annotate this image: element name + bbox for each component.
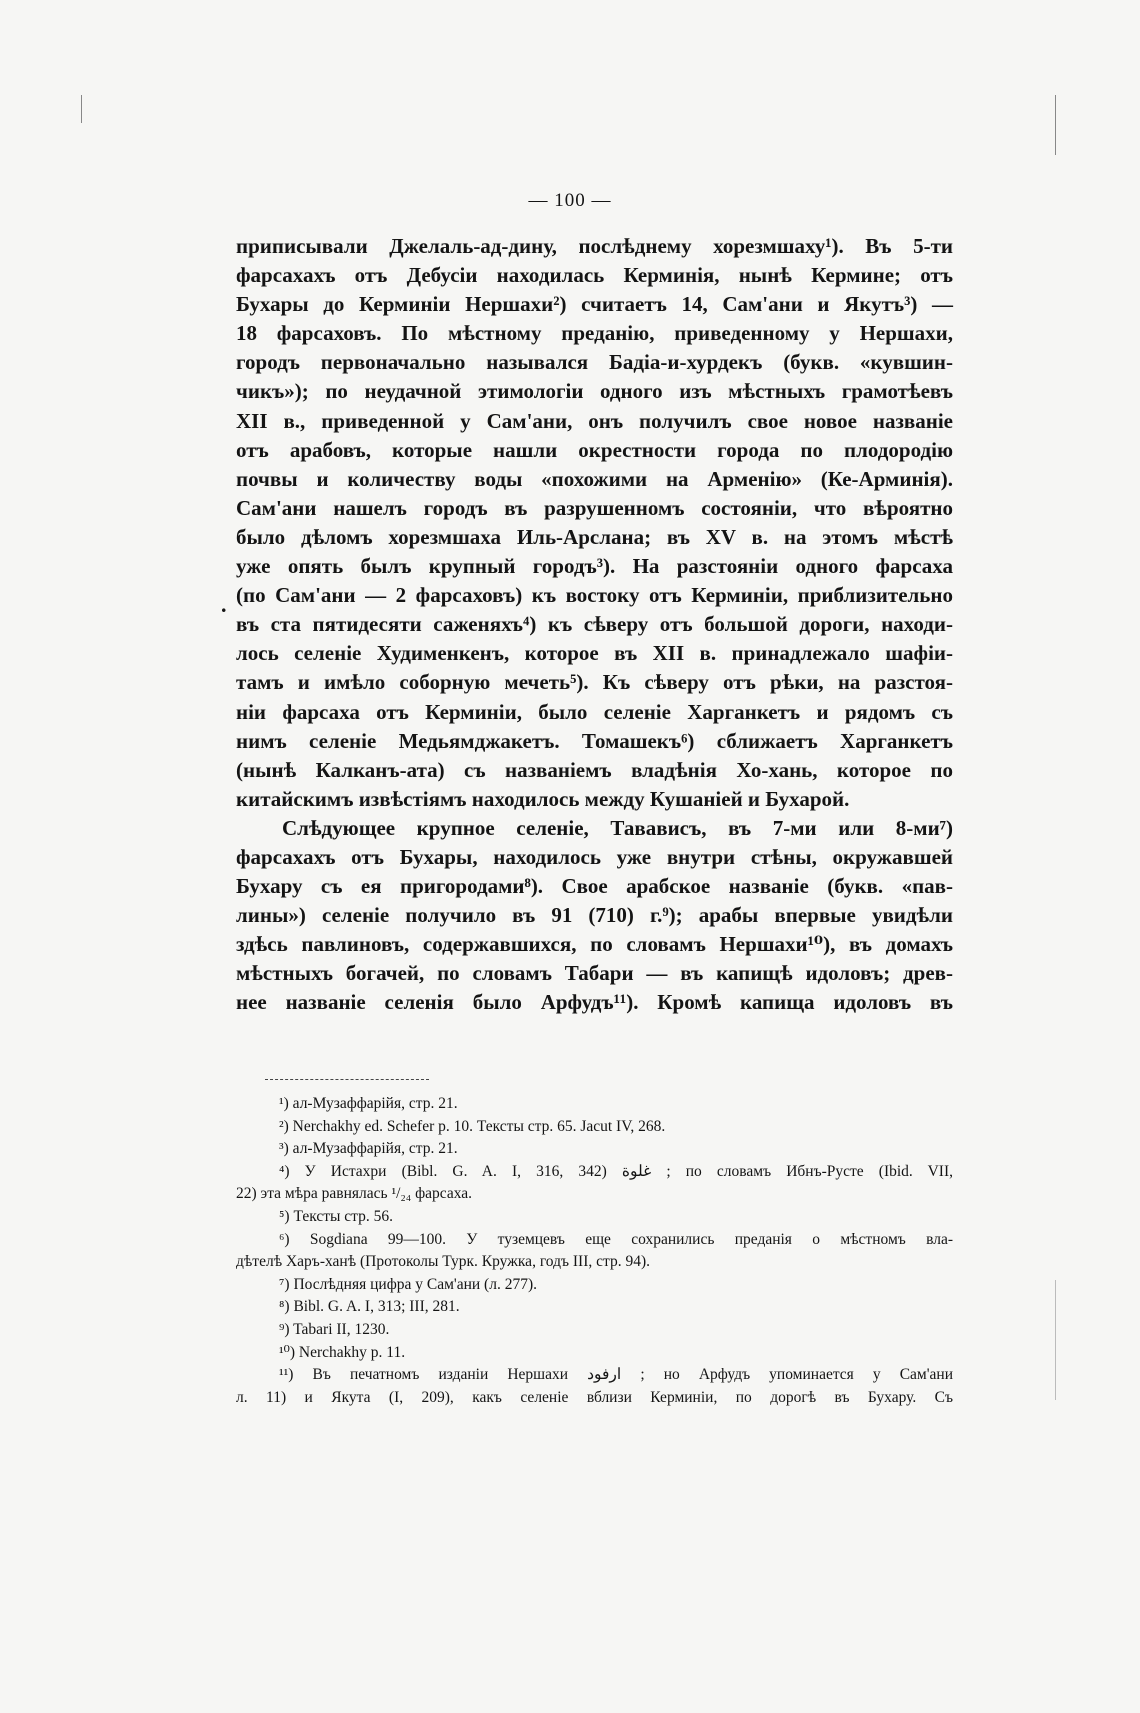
- footnote: ⁷) Послѣдняя цифра у Сам'ани (л. 277).: [279, 1275, 537, 1293]
- text-line: 18 фарсаховъ. По мѣстному преданію, приведенному у Нершахи,: [236, 321, 953, 346]
- text-line: было дѣломъ хорезмшаха Иль-Арслана; въ XV в. на этомъ мѣстѣ: [236, 524, 953, 549]
- footnote: ⁵) Тексты стр. 56.: [279, 1207, 394, 1225]
- text-line: Бухары до Керминіи Нершахи²) считаетъ 14, Сам'ани и Якутъ³) —: [236, 292, 953, 317]
- page-number: — 100 —: [528, 190, 612, 211]
- footnote: ⁸) Bibl. G. A. I, 313; III, 281.: [279, 1298, 460, 1316]
- footnote: ⁹) Tabari II, 1230.: [279, 1320, 390, 1338]
- text-line: здѣсь павлиновъ, содержавшихся, по словамъ Нершахи¹⁰), въ домахъ: [236, 932, 953, 957]
- footnote: ¹⁰) Nerchakhy p. 11.: [279, 1343, 406, 1361]
- footnote-continuation: дѣтелѣ Харъ-ханѣ (Протоколы Турк. Кружка, годъ III, стр. 94).: [236, 1253, 650, 1271]
- footnote: ³) ал-Музаффарійя, стр. 21.: [279, 1140, 458, 1158]
- text-line: Сам'ани нашелъ городъ въ разрушенномъ состояніи, что вѣроятно: [236, 495, 953, 520]
- footnote: ¹) ал-Музаффарійя, стр. 21.: [279, 1095, 458, 1112]
- text-line: лось селеніе Худименкенъ, которое въ XII в. принадлежало шафіи-: [236, 641, 953, 666]
- text-line: отъ арабовъ, которые нашли окрестности города по плодородію: [236, 437, 953, 462]
- text-line: лины») селеніе получило въ 91 (710) г.⁹); арабы впервые увидѣли: [236, 903, 953, 928]
- text-line: въ ста пятидесяти саженяхъ⁴) къ сѣверу отъ большой дороги, находи-: [236, 612, 953, 637]
- text-line: городъ первоначально назывался Бадіа-и-хурдекъ (букв. «кувшин-: [236, 350, 953, 375]
- text-line: Слѣдующее крупное селеніе, Тавависъ, въ 7-ми или 8-ми⁷): [282, 815, 953, 840]
- text-line: ніи фарсаха отъ Керминіи, было селеніе Харганкетъ и рядомъ съ: [236, 699, 953, 724]
- text-line: тамъ и имѣло соборную мечеть⁵). Къ сѣверу отъ рѣки, на разстоя-: [236, 670, 953, 695]
- text-line: нее названіе селенія было Арфудъ¹¹). Кромѣ капища идоловъ въ: [236, 990, 953, 1015]
- footnote: ⁴) У Истахри (Bibl. G. A. I, 316, 342) غلوة ; по словамъ Ибнъ-Русте (Ibid. VII,: [279, 1162, 954, 1180]
- text-line: чикъ»); по неудачной этимологіи одного изъ мѣстныхъ грамотѣевъ: [236, 379, 953, 404]
- text-line: фарсахахъ отъ Бухары, находилось уже внутри стѣны, окружавшей: [236, 844, 953, 869]
- text-line: приписывали Джелаль-ад-дину, послѣднему хорезмшаху¹). Въ 5-ти: [236, 234, 953, 258]
- footnote: ¹¹) Въ печатномъ изданіи Нершахи ارفود ; но Арфудъ упоминается у Сам'ани: [279, 1366, 954, 1384]
- text-line: китайскимъ извѣстіямъ находилось между Кушаніей и Бухарой.: [236, 786, 850, 811]
- text-line: нимъ селеніе Медьямджакетъ. Томашекъ⁶) сближаетъ Харганкетъ: [236, 728, 953, 753]
- scan-edge-mark: [1055, 1280, 1056, 1400]
- scan-edge-mark: [1055, 95, 1056, 155]
- text-line: почвы и количеству воды «похожими на Арменію» (Ке-Арминія).: [236, 466, 953, 491]
- text-line: (нынѣ Калканъ-ата) съ названіемъ владѣнія Хо-хань, которое по: [236, 757, 953, 782]
- text-line: (по Сам'ани — 2 фарсаховъ) къ востоку отъ Керминіи, приблизительно: [236, 583, 953, 608]
- text-line: Бухару съ ея пригородами⁸). Свое арабское названіе (букв. «пав-: [236, 874, 953, 899]
- text-line: мѣстныхъ богачей, по словамъ Табари — въ капищѣ идоловъ; древ-: [236, 961, 953, 986]
- footnote: ⁶) Sogdiana 99—100. У туземцевъ еще сохранились преданія о мѣстномъ вла-: [279, 1230, 953, 1248]
- text-line: фарсахахъ отъ Дебусіи находилась Керминія, нынѣ Кермине; отъ: [236, 263, 953, 288]
- margin-dot: .: [221, 592, 227, 617]
- footnote: ²) Nerchakhy ed. Schefer p. 10. Тексты стр. 65. Jacut IV, 268.: [279, 1117, 666, 1135]
- scan-edge-mark: [81, 95, 82, 123]
- body-text: [236, 232, 953, 1018]
- text-line: XII в., приведенной у Сам'ани, онъ получилъ свое новое названіе: [236, 408, 953, 433]
- footnotes: [236, 1093, 953, 1409]
- footnote-divider: [265, 1079, 429, 1081]
- text-line: уже опять былъ крупный городъ³). На разстояніи одного фарсаха: [236, 554, 953, 579]
- footnote-continuation: 22) эта мѣра равнялась ¹/₂₄ фарсаха.: [236, 1185, 473, 1203]
- footnote-continuation: л. 11) и Якута (I, 209), какъ селеніе вблизи Керминіи, по дорогѣ въ Бухару. Съ: [236, 1388, 953, 1406]
